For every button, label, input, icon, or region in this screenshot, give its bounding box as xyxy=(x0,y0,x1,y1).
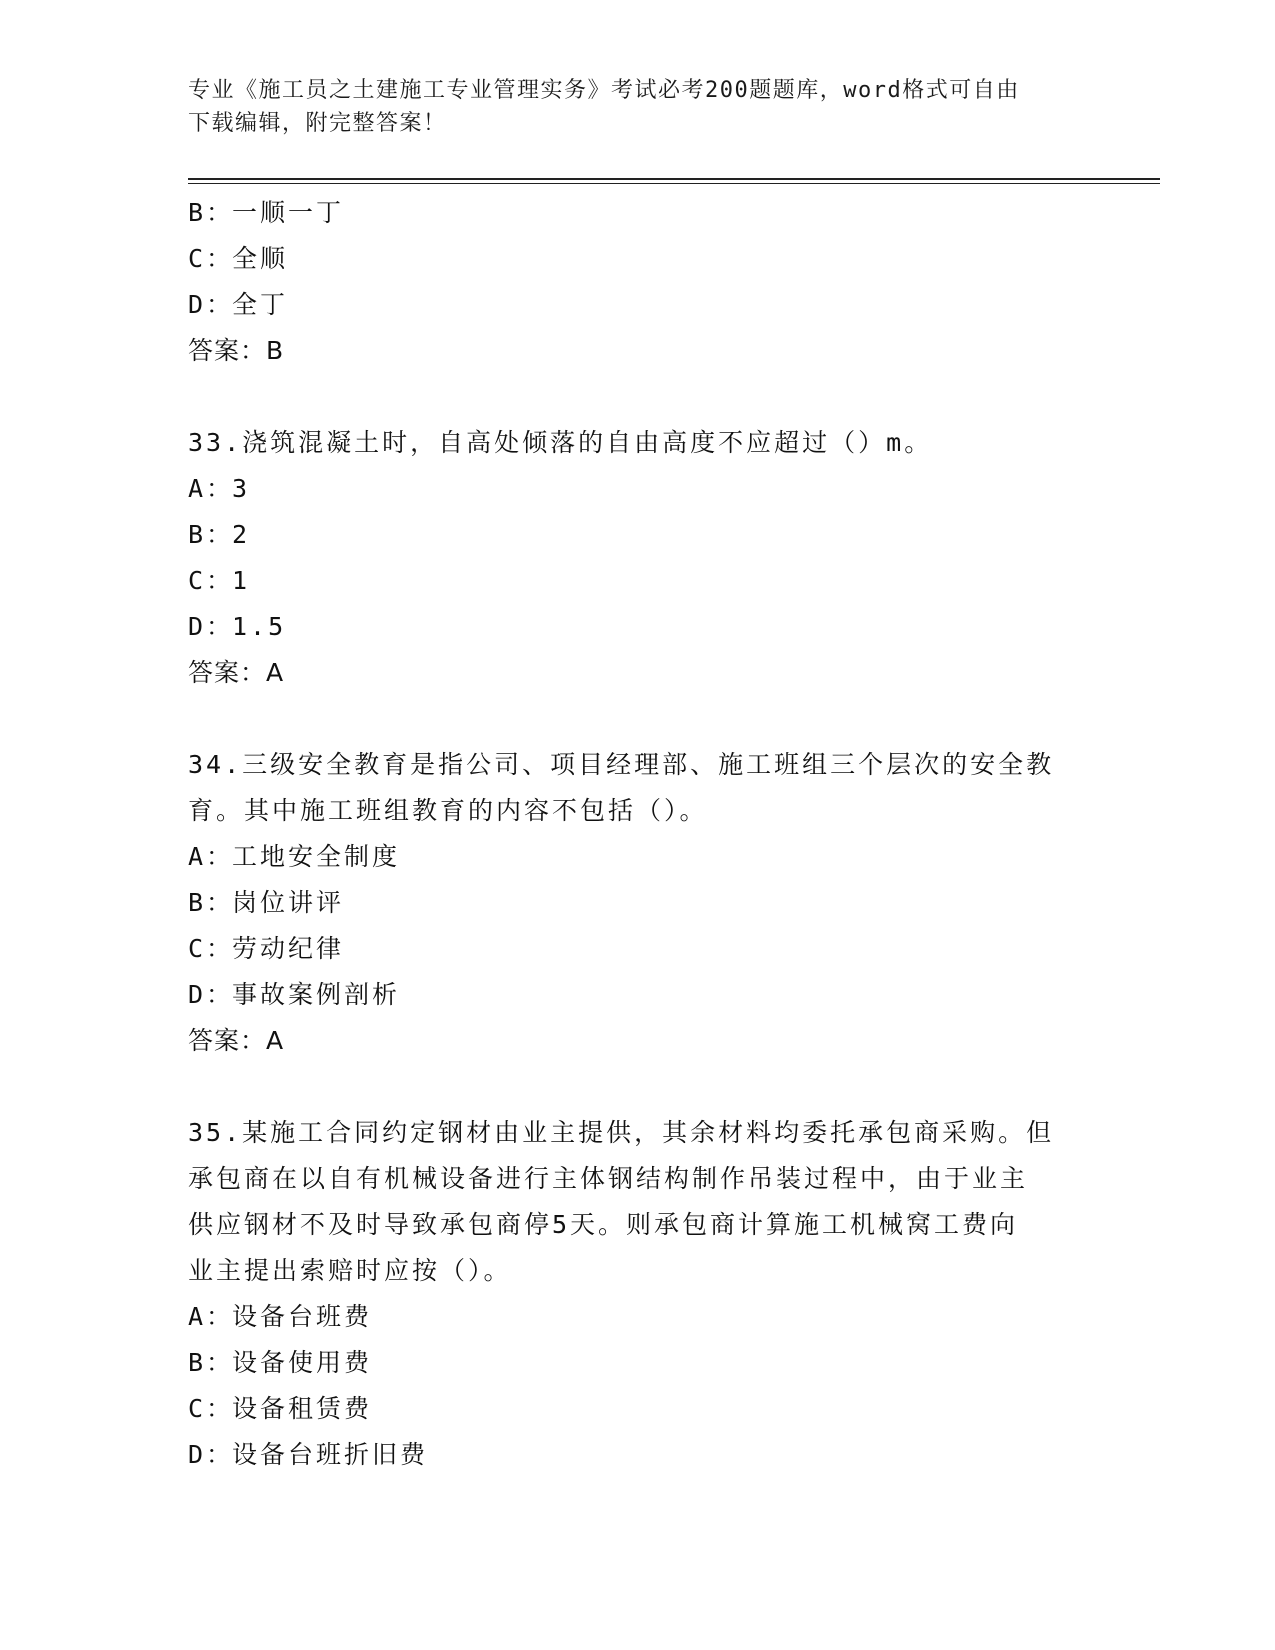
option-d: D：1.5 xyxy=(188,612,287,641)
question-32-continued xyxy=(188,190,1088,374)
answer-line: 答案：B xyxy=(188,336,285,365)
option-d: D：全丁 xyxy=(188,290,289,319)
header-line-1: 专业《施工员之土建施工专业管理实务》考试必考200题题库，word格式可自由 xyxy=(188,78,1020,103)
question-text-line-4: 业主提出索赔时应按（）。 xyxy=(188,1256,512,1285)
question-text-line-2: 育。其中施工班组教育的内容不包括（）。 xyxy=(188,796,708,825)
option-b: B：2 xyxy=(188,520,251,549)
question-34 xyxy=(188,742,1088,1064)
option-a: A：设备台班费 xyxy=(188,1302,373,1331)
header-line-2: 下载编辑，附完整答案！ xyxy=(188,111,447,136)
header-divider-thick xyxy=(188,178,1160,180)
question-33 xyxy=(188,420,1088,696)
option-b: B：岗位讲评 xyxy=(188,888,345,917)
spacer xyxy=(188,1064,1088,1110)
option-a: A：3 xyxy=(188,474,251,503)
answer-line: 答案：A xyxy=(188,1026,285,1055)
question-text: 33.浇筑混凝土时，自高处倾落的自由高度不应超过（）m。 xyxy=(188,428,933,457)
option-c: C：1 xyxy=(188,566,251,595)
option-c: C：劳动纪律 xyxy=(188,934,345,963)
option-b: B：设备使用费 xyxy=(188,1348,373,1377)
question-35 xyxy=(188,1110,1088,1478)
option-c: C：全顺 xyxy=(188,244,289,273)
spacer xyxy=(188,374,1088,420)
page-header xyxy=(188,74,1088,140)
question-text-line-1: 34.三级安全教育是指公司、项目经理部、施工班组三个层次的安全教 xyxy=(188,750,1055,779)
option-d: D：事故案例剖析 xyxy=(188,980,401,1009)
question-list xyxy=(188,190,1088,1478)
question-text-line-2: 承包商在以自有机械设备进行主体钢结构制作吊装过程中，由于业主 xyxy=(188,1164,1029,1193)
answer-line: 答案：A xyxy=(188,658,285,687)
header-divider-thin xyxy=(188,183,1160,184)
option-d: D：设备台班折旧费 xyxy=(188,1440,429,1469)
option-c: C：设备租赁费 xyxy=(188,1394,373,1423)
spacer xyxy=(188,696,1088,742)
question-text-line-3: 供应钢材不及时导致承包商停5天。则承包商计算施工机械窝工费向 xyxy=(188,1210,1019,1239)
question-text-line-1: 35.某施工合同约定钢材由业主提供，其余材料均委托承包商采购。但 xyxy=(188,1118,1055,1147)
option-b: B：一顺一丁 xyxy=(188,198,345,227)
option-a: A：工地安全制度 xyxy=(188,842,401,871)
